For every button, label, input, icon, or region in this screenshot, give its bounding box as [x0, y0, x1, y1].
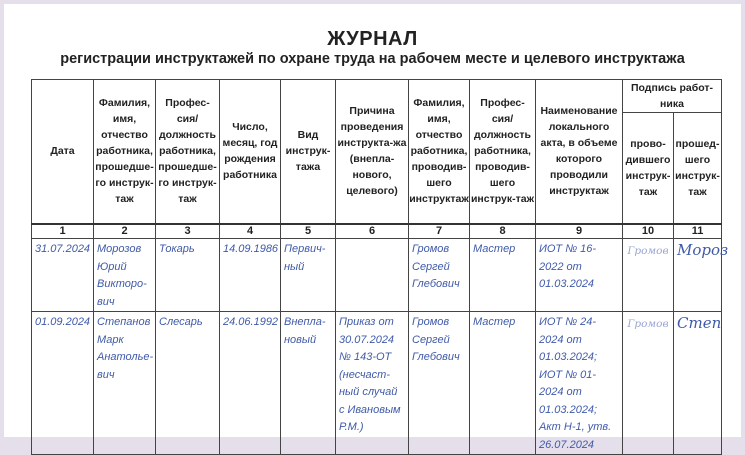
cell-worker-position: Слесарь [156, 312, 220, 455]
table-row [32, 312, 722, 455]
cell-worker-name: Степанов Марк Анатолье-вич [94, 312, 156, 455]
signature-worker: Мороз [677, 241, 729, 259]
column-number: 3 [156, 224, 220, 239]
header-worker-position: Профес-сия/ должность работника, прошедше-го инструк-таж [156, 80, 220, 224]
journal-table [31, 79, 729, 455]
column-number: 1 [32, 224, 94, 239]
cell-worker-name: Морозов Юрий Викторо-вич [94, 239, 156, 312]
cell-reason: Приказ от 30.07.2024 № 143-ОТ (несчаст-ный случай с Ивановым Р.М.) [336, 312, 409, 455]
cell-date: 01.09.2024 [32, 312, 94, 455]
header-reason: Причина проведения инструкта-жа (внепла-нового, целевого) [336, 80, 409, 224]
document-subtitle: регистрации инструктажей по охране труда на рабочем месте и целевого инструктажа [60, 51, 685, 67]
signature-instructor: Громов [627, 245, 669, 257]
document-title: ЖУРНАЛ [327, 28, 418, 50]
column-number: 6 [336, 224, 409, 239]
cell-worker-position: Токарь [156, 239, 220, 312]
cell-birth-date: 14.09.1986 [220, 239, 281, 312]
column-number: 7 [409, 224, 470, 239]
cell-signature-worker [674, 239, 729, 312]
header-signature-instructor: прово-дившего инструк-таж [623, 113, 674, 224]
header-date: Дата [32, 80, 94, 224]
column-number: 5 [281, 224, 336, 239]
cell-instructor-name: Громов Сергей Глебович [409, 312, 470, 455]
column-number: 4 [220, 224, 281, 239]
header-signature-group: Подпись работ-ника [623, 80, 722, 113]
document-sheet [4, 4, 741, 451]
header-instruction-type: Вид инструк-тажа [281, 80, 336, 224]
table-row [32, 239, 722, 312]
signature-worker: Степ [677, 314, 722, 332]
cell-instruction-type: Первич-ный [281, 239, 336, 312]
column-number: 10 [623, 224, 674, 239]
cell-signature-worker [674, 312, 722, 455]
cell-local-act: ИОТ № 16-2022 от 01.03.2024 [536, 239, 623, 312]
header-signature-worker: прошед-шего инструк-таж [674, 113, 722, 224]
header-worker-name: Фамилия, имя, отчество работника, прошедше-го инструк-таж [94, 80, 156, 224]
cell-instructor-position: Мастер [470, 312, 536, 455]
cell-reason [336, 239, 409, 312]
column-number: 9 [536, 224, 623, 239]
cell-birth-date: 24.06.1992 [220, 312, 281, 455]
column-number: 2 [94, 224, 156, 239]
header-birth-date: Число, месяц, год рождения работника [220, 80, 281, 224]
column-number: 11 [674, 224, 722, 239]
cell-local-act: ИОТ № 24-2024 от 01.03.2024; ИОТ № 01-2024 от 01.03.2024; Акт Н-1, утв. 26.07.2024 [536, 312, 623, 455]
header-local-act: Наименование локального акта, в объеме которого проводили инструктаж [536, 80, 623, 224]
cell-instructor-position: Мастер [470, 239, 536, 312]
signature-instructor: Громов [627, 318, 669, 330]
column-number-row [32, 224, 722, 239]
column-number: 8 [470, 224, 536, 239]
header-instructor-name: Фамилия, имя, отчество работника, проводив-шего инструктаж [409, 80, 470, 224]
cell-signature-instructor [623, 312, 674, 455]
header-instructor-position: Профес-сия/ должность работника, проводив-шего инструк-таж [470, 80, 536, 224]
cell-instruction-type: Внепла-новый [281, 312, 336, 455]
cell-date: 31.07.2024 [32, 239, 94, 312]
cell-signature-instructor [623, 239, 674, 312]
cell-instructor-name: Громов Сергей Глебович [409, 239, 470, 312]
